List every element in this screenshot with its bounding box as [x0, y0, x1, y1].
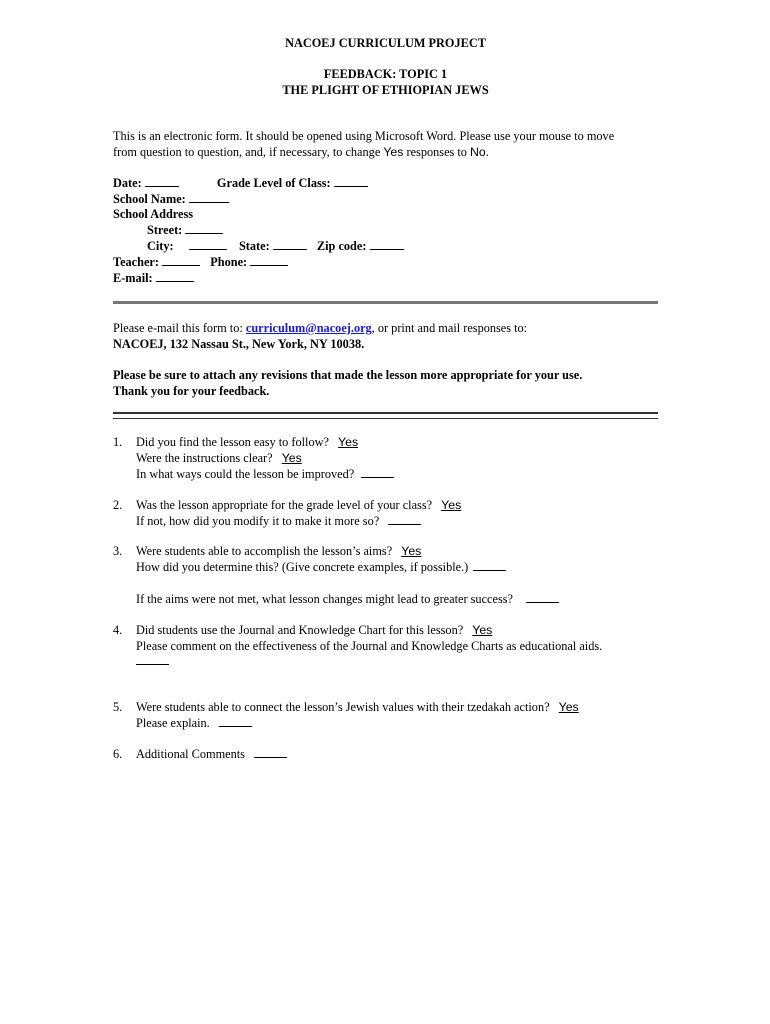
school-name-label: School Name: — [113, 192, 186, 206]
double-divider — [113, 412, 658, 419]
zip-label: Zip code: — [316, 239, 367, 253]
question-3: 3. Were students able to accomplish the lesson’s aims? Yes — [113, 544, 422, 558]
email-field[interactable] — [156, 270, 194, 282]
school-name-row — [113, 191, 229, 207]
date-label: Date: — [113, 176, 142, 190]
doc-title: NACOEJ CURRICULUM PROJECT — [285, 36, 486, 50]
question-4b: Please comment on the effectiveness of the Journal and Knowledge Charts as educational aids. — [136, 639, 603, 653]
city-field[interactable] — [189, 238, 227, 250]
phone-field[interactable] — [250, 254, 288, 266]
city-row — [113, 238, 404, 254]
attach-note-2: Thank you for your feedback. — [113, 384, 270, 398]
q1b-answer[interactable]: Yes — [281, 451, 302, 465]
grade-label: Grade Level of Class: — [216, 176, 331, 190]
q4-answer[interactable]: Yes — [472, 623, 493, 637]
question-3b: How did you determine this? (Give concrete examples, if possible.) — [113, 559, 506, 575]
mailing-address: NACOEJ, 132 Nassau St., New York, NY 10038. — [113, 337, 365, 351]
street-row — [113, 222, 223, 238]
question-5: 5. Were students able to connect the lesson’s Jewish values with their tzedakah action? Yes — [113, 700, 579, 714]
attach-note-1: Please be sure to attach any revisions that made the lesson more appropriate for your use. — [113, 368, 583, 382]
topic-heading: THE PLIGHT OF ETHIOPIAN JEWS — [282, 83, 489, 97]
phone-label: Phone: — [210, 255, 248, 269]
question-6: 6. Additional Comments — [113, 746, 287, 762]
q5b-field[interactable] — [219, 715, 252, 727]
zip-field[interactable] — [370, 238, 404, 250]
q2-answer[interactable]: Yes — [441, 498, 462, 512]
school-name-field[interactable] — [189, 191, 229, 203]
city-label: City: — [147, 239, 174, 253]
question-2: 2. Was the lesson appropriate for the grade level of your class? Yes — [113, 498, 462, 512]
q1c-field[interactable] — [361, 466, 394, 478]
question-5b: Please explain. — [113, 715, 252, 731]
question-4b-blank-row — [113, 653, 169, 669]
email-label: E-mail: — [113, 271, 153, 285]
teacher-field[interactable] — [162, 254, 200, 266]
intro-line-2: from question to question, and, if necessary, to change Yes responses to No. — [113, 145, 489, 159]
question-3c: If the aims were not met, what lesson changes might lead to greater success? — [113, 591, 559, 607]
q1-answer[interactable]: Yes — [338, 435, 359, 449]
section-divider — [113, 301, 658, 304]
teacher-label: Teacher: — [113, 255, 159, 269]
teacher-row — [113, 254, 288, 270]
date-field[interactable] — [145, 175, 179, 187]
q2b-field[interactable] — [388, 513, 421, 525]
state-field[interactable] — [273, 238, 307, 250]
question-4: 4. Did students use the Journal and Knowledge Chart for this lesson? Yes — [113, 623, 493, 637]
q3b-field[interactable] — [473, 559, 506, 571]
intro-line-1: This is an electronic form. It should be opened using Microsoft Word. Please use your mouse to move — [113, 129, 615, 143]
feedback-heading: FEEDBACK: TOPIC 1 — [323, 67, 448, 81]
contact-email-link[interactable]: curriculum@nacoej.org — [245, 321, 372, 335]
q6-field[interactable] — [254, 746, 287, 758]
q4b-field[interactable] — [136, 653, 169, 665]
state-label: State: — [238, 239, 270, 253]
question-2b: If not, how did you modify it to make it more so? — [113, 513, 421, 529]
date-row — [113, 175, 368, 191]
question-1b: Were the instructions clear? Yes — [136, 451, 302, 465]
question-1: 1. Did you find the lesson easy to follow? Yes — [113, 435, 359, 449]
street-label: Street: — [147, 223, 183, 237]
feedback-form-page — [113, 0, 658, 1024]
yes-word: Yes — [383, 145, 404, 159]
school-address-label: School Address — [113, 207, 194, 221]
email-row — [113, 270, 194, 286]
no-word: No — [470, 145, 486, 159]
q5-answer[interactable]: Yes — [558, 700, 579, 714]
grade-field[interactable] — [334, 175, 368, 187]
contact-line: Please e-mail this form to: curriculum@nacoej.org, or print and mail responses to: — [113, 321, 528, 335]
q3c-field[interactable] — [526, 591, 559, 603]
street-field[interactable] — [185, 222, 223, 234]
question-1c: In what ways could the lesson be improved? — [113, 466, 394, 482]
q3-answer[interactable]: Yes — [401, 544, 422, 558]
